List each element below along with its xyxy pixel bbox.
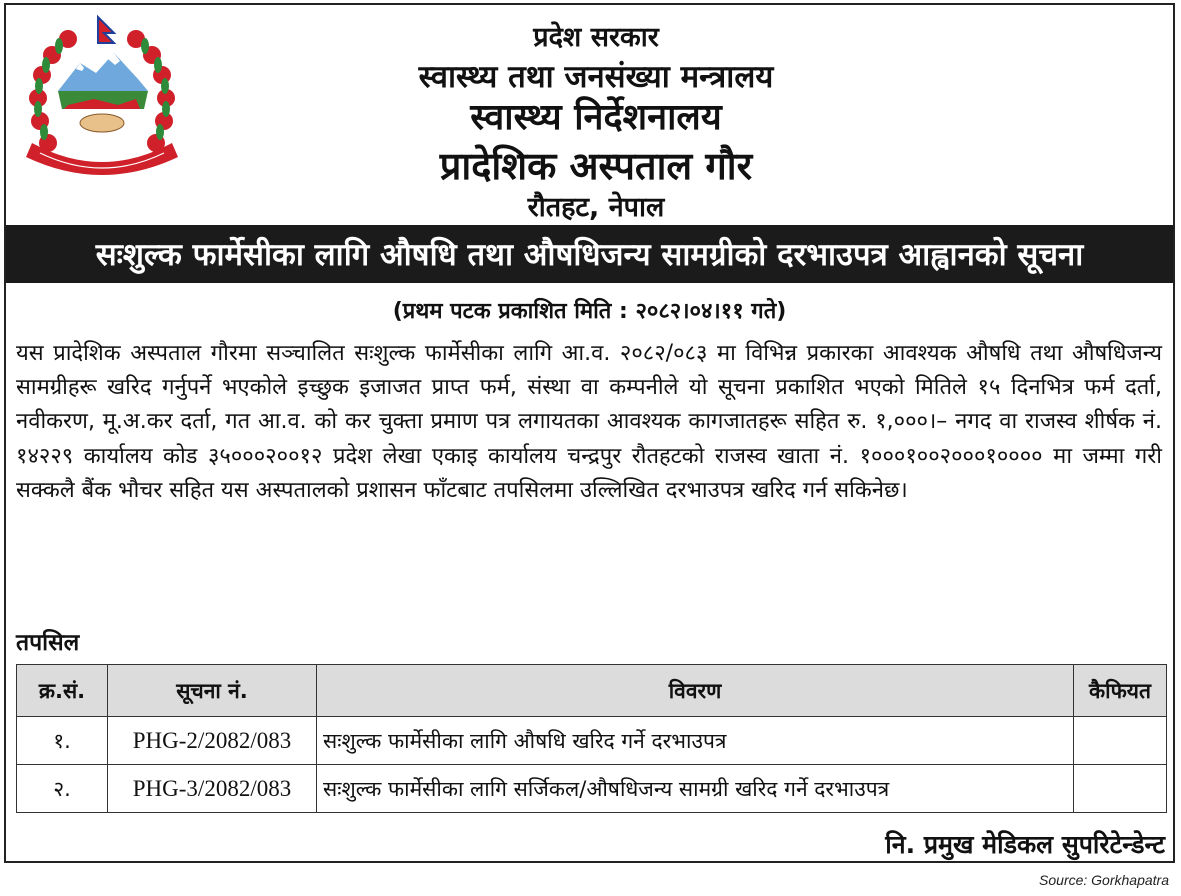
header-ministry: स्वास्थ्य तथा जनसंख्या मन्त्रालय xyxy=(418,59,774,95)
row-remarks xyxy=(1074,717,1167,765)
details-section-label: तपसिल xyxy=(16,630,80,656)
header-directorate: स्वास्थ्य निर्देशनालय xyxy=(470,97,722,138)
notice-document xyxy=(4,3,1175,863)
table-row xyxy=(17,717,1167,765)
table-header-row xyxy=(17,665,1167,717)
table-row xyxy=(17,765,1167,813)
header-province-govt: प्रदेश सरकार xyxy=(533,22,659,53)
row-notice-number: PHG-3/2082/083 xyxy=(108,765,317,813)
row-description: सःशुल्क फार्मेसीका लागि औषधि खरिद गर्ने दरभाउपत्र xyxy=(317,717,1074,765)
signature-title: नि. प्रमुख मेडिकल सुपरिटेन्डेन्ट xyxy=(885,830,1165,859)
header-hospital-name: प्रादेशिक अस्पताल गौर xyxy=(439,144,753,188)
row-serial-number: २. xyxy=(17,765,108,813)
row-serial-number: १. xyxy=(17,717,108,765)
row-notice-number: PHG-2/2082/083 xyxy=(108,717,317,765)
header-remarks: कैफियत xyxy=(1074,665,1167,717)
header-notice-number: सूचना नं. xyxy=(108,665,317,717)
header-location: रौतहट, नेपाल xyxy=(527,192,665,223)
nepal-government-emblem-icon xyxy=(18,13,186,181)
details-table xyxy=(16,664,1167,813)
notice-title-banner xyxy=(6,225,1173,283)
notice-title: सःशुल्क फार्मेसीका लागि औषधि तथा औषधिजन्य सामग्रीको दरभाउपत्र आह्वानको सूचना xyxy=(95,237,1084,273)
source-credit: Source: Gorkhapatra xyxy=(1039,872,1169,888)
header-description: विवरण xyxy=(317,665,1074,717)
row-remarks xyxy=(1074,765,1167,813)
notice-body-paragraph: यस प्रादेशिक अस्पताल गौरमा सञ्चालित सःशुल्क फार्मेसीका लागि आ.व. २०८२/०८३ मा विभिन्न प्रकारका आवश्यक औषधि तथा औषधिजन्य सामग्रीहरू खरिद गर्नुपर्ने भएकोले इच्छुक इजाजत प्राप्त फर्म, संस्था वा कम्पनीले यो सूचना प्रकाशित भएको मितिले १५ दिनभित्र फर्म दर्ता, नवीकरण, मू.अ.कर दर्ता, गत आ.व. को कर चुक्ता प्रमाण पत्र लगायतका आवश्यक कागजातहरू सहित रु. १,०००।– नगद वा राजस्व शीर्षक नं. १४२२९ कार्यालय कोड ३५०००२००१२ प्रदेश लेखा एकाइ कार्यालय चन्द्रपुर रौतहटको राजस्व खाता नं. १०००१००२०००१०००० मा जम्मा गरी सक्कलै बैंक भौचर सहित यस अस्पतालको प्रशासन फाँटबाट तपसिलमा उल्लिखित दरभाउपत्र खरिद गर्न सकिनेछ। xyxy=(16,341,1162,503)
row-description: सःशुल्क फार्मेसीका लागि सर्जिकल/औषधिजन्य सामग्री खरिद गर्ने दरभाउपत्र xyxy=(317,765,1074,813)
publication-date: (प्रथम पटक प्रकाशित मिति : २०८२।०४।११ गते) xyxy=(392,299,787,324)
header-serial-number: क्र.सं. xyxy=(17,665,108,717)
